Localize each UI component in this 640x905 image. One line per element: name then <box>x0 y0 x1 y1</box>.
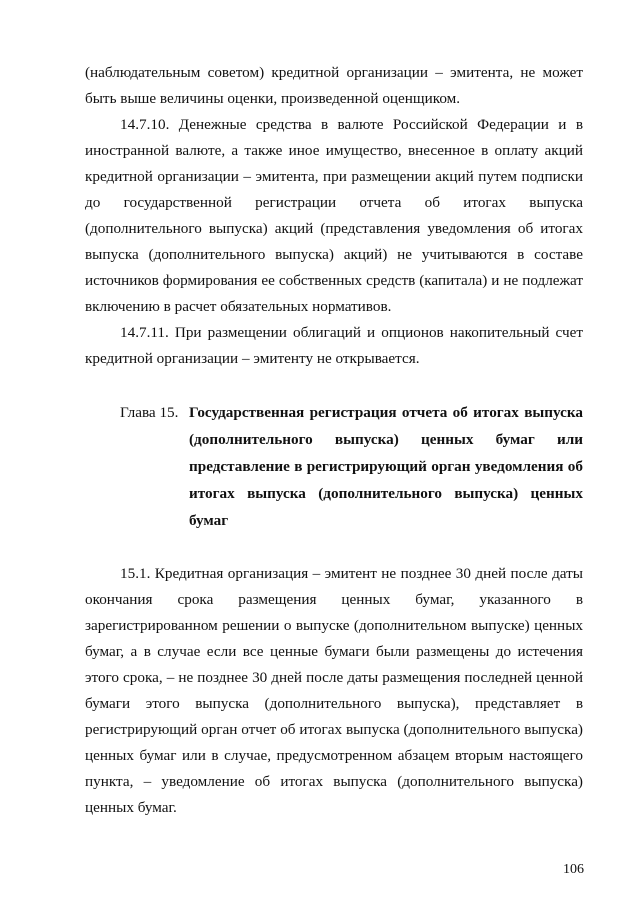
chapter-title-line: итогах выпуска (дополнительного выпуска) ценных <box>189 485 583 502</box>
text-line: иностранной валюте, а также иное имущество, внесенное в оплату акций <box>85 142 583 159</box>
chapter-title-line: бумаг <box>189 512 229 529</box>
page-number: 106 <box>563 862 584 877</box>
text-line: зарегистрированном решении о выпуске (дополнительном выпуске) ценных <box>85 617 583 634</box>
text-line: (дополнительного выпуска) акций (представления уведомления об итогах <box>85 220 583 237</box>
text-line: ценных бумаг или в случае, предусмотренном абзацем вторым настоящего <box>85 747 583 764</box>
text-line: быть выше величины оценки, произведенной оценщиком. <box>85 90 461 107</box>
text-line: источников формирования ее собственных средств (капитала) и не подлежат <box>85 272 583 289</box>
text-line: пункта, – уведомление об итогах выпуска (дополнительного выпуска) <box>85 773 583 790</box>
text-line: 14.7.10. Денежные средства в валюте Российской Федерации и в <box>120 116 583 133</box>
text-line: 14.7.11. При размещении облигаций и опционов накопительный счет <box>120 324 583 341</box>
text-line: кредитной организации – эмитенту не открывается. <box>85 350 420 367</box>
text-line: (наблюдательным советом) кредитной организации – эмитента, не может <box>85 64 583 81</box>
text-line: бумаги этого выпуска (дополнительного выпуска), представляет в <box>85 695 583 712</box>
chapter-title-line: Государственная регистрация отчета об итогах выпуска <box>189 404 583 421</box>
chapter-title-line: представление в регистрирующий орган уведомления об <box>189 458 583 475</box>
text-line: кредитной организации – эмитента, при размещении акций путем подписки <box>85 168 583 185</box>
text-line: этого срока, – не позднее 30 дней после даты размещения последней ценной <box>85 669 583 686</box>
text-line: окончания срока размещения ценных бумаг, указанного в <box>85 591 583 608</box>
text-line: бумаг, а в случае если все ценные бумаги были размещены до истечения <box>85 643 583 660</box>
text-line: регистрирующий орган отчет об итогах выпуска (дополнительного выпуска) <box>85 721 583 738</box>
text-line: 15.1. Кредитная организация – эмитент не позднее 30 дней после даты <box>120 565 583 582</box>
text-line: ценных бумаг. <box>85 799 177 816</box>
text-line: до государственной регистрации отчета об итогах выпуска <box>85 194 583 211</box>
chapter-label: Глава 15. <box>120 404 179 421</box>
text-line: включению в расчет обязательных нормативов. <box>85 298 392 315</box>
chapter-title-line: (дополнительного выпуска) ценных бумаг или <box>189 431 583 448</box>
text-line: выпуска (дополнительного выпуска) акций) не учитываются в составе <box>85 246 583 263</box>
